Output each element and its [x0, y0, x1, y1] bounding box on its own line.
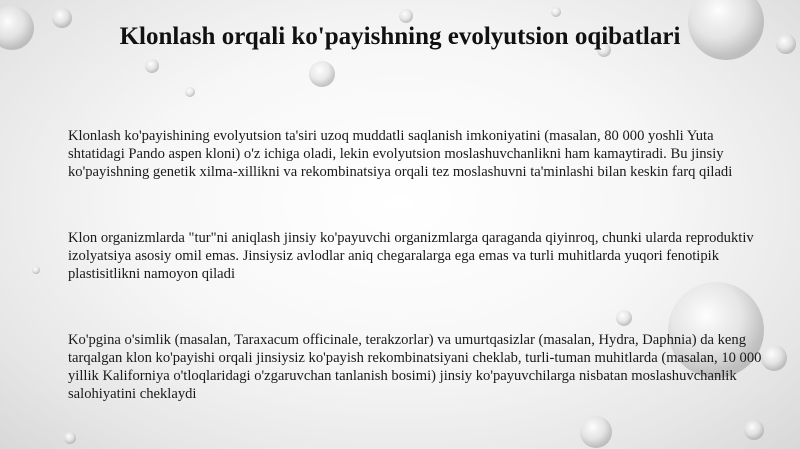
droplet [616, 310, 632, 326]
paragraph: Ko'pgina o'simlik (masalan, Taraxacum officinale, terakzorlar) va umurtqasizlar (masalan, Hydra, Daphnia) da keng tarqalgan klon ko'payishi orqali jinsiysiz ko'payish rekombinatsiyani cheklab, turli-tuman muhitlarda (masalan, 10 000 yillik Kaliforniya o'tloqlaridagi o'zgaruvchan tanlanish bosimi) jinsiy ko'payuvchilarga nisbatan moslashuvchanlik salohiyatini cheklaydi [68, 332, 762, 402]
droplet [309, 61, 335, 87]
droplet [52, 8, 72, 28]
droplet [776, 34, 796, 54]
paragraph: Klon organizmlarda "tur"ni aniqlash jinsiy ko'payuvchi organizmlarga qaraganda qiyinroq, chunki ularda reproduktiv izolyatsiya asosiy omil emas. Jinsiysiz avlodlar aniq chegaralarga ega emas va turli muhitlarda yuqori fenotipik plastisitlikni namoyon qiladi [68, 230, 754, 282]
slide-title: Klonlash orqali ko'payishning evolyutsion oqibatlari [119, 23, 681, 50]
droplet [744, 420, 764, 440]
droplet [64, 432, 76, 444]
droplet [0, 6, 34, 50]
droplet [145, 59, 159, 73]
droplet [580, 416, 612, 448]
paragraph: Klonlash ko'payishining evolyutsion ta'siri uzoq muddatli saqlanish imkoniyatini (masalan, 80 000 yoshli Yuta shtatidagi Pando aspen kloni) o'z ichiga oladi, lekin evolyutsion moslashuvchanlikni ham kamaytiradi. Bu jinsiy ko'payishning genetik xilma-xillikni va rekombinatsiya orqali tez moslashuvni ta'minlashi bilan keskin farq qiladi [68, 128, 733, 180]
droplet [185, 87, 195, 97]
droplet [551, 7, 561, 17]
droplet [32, 266, 40, 274]
